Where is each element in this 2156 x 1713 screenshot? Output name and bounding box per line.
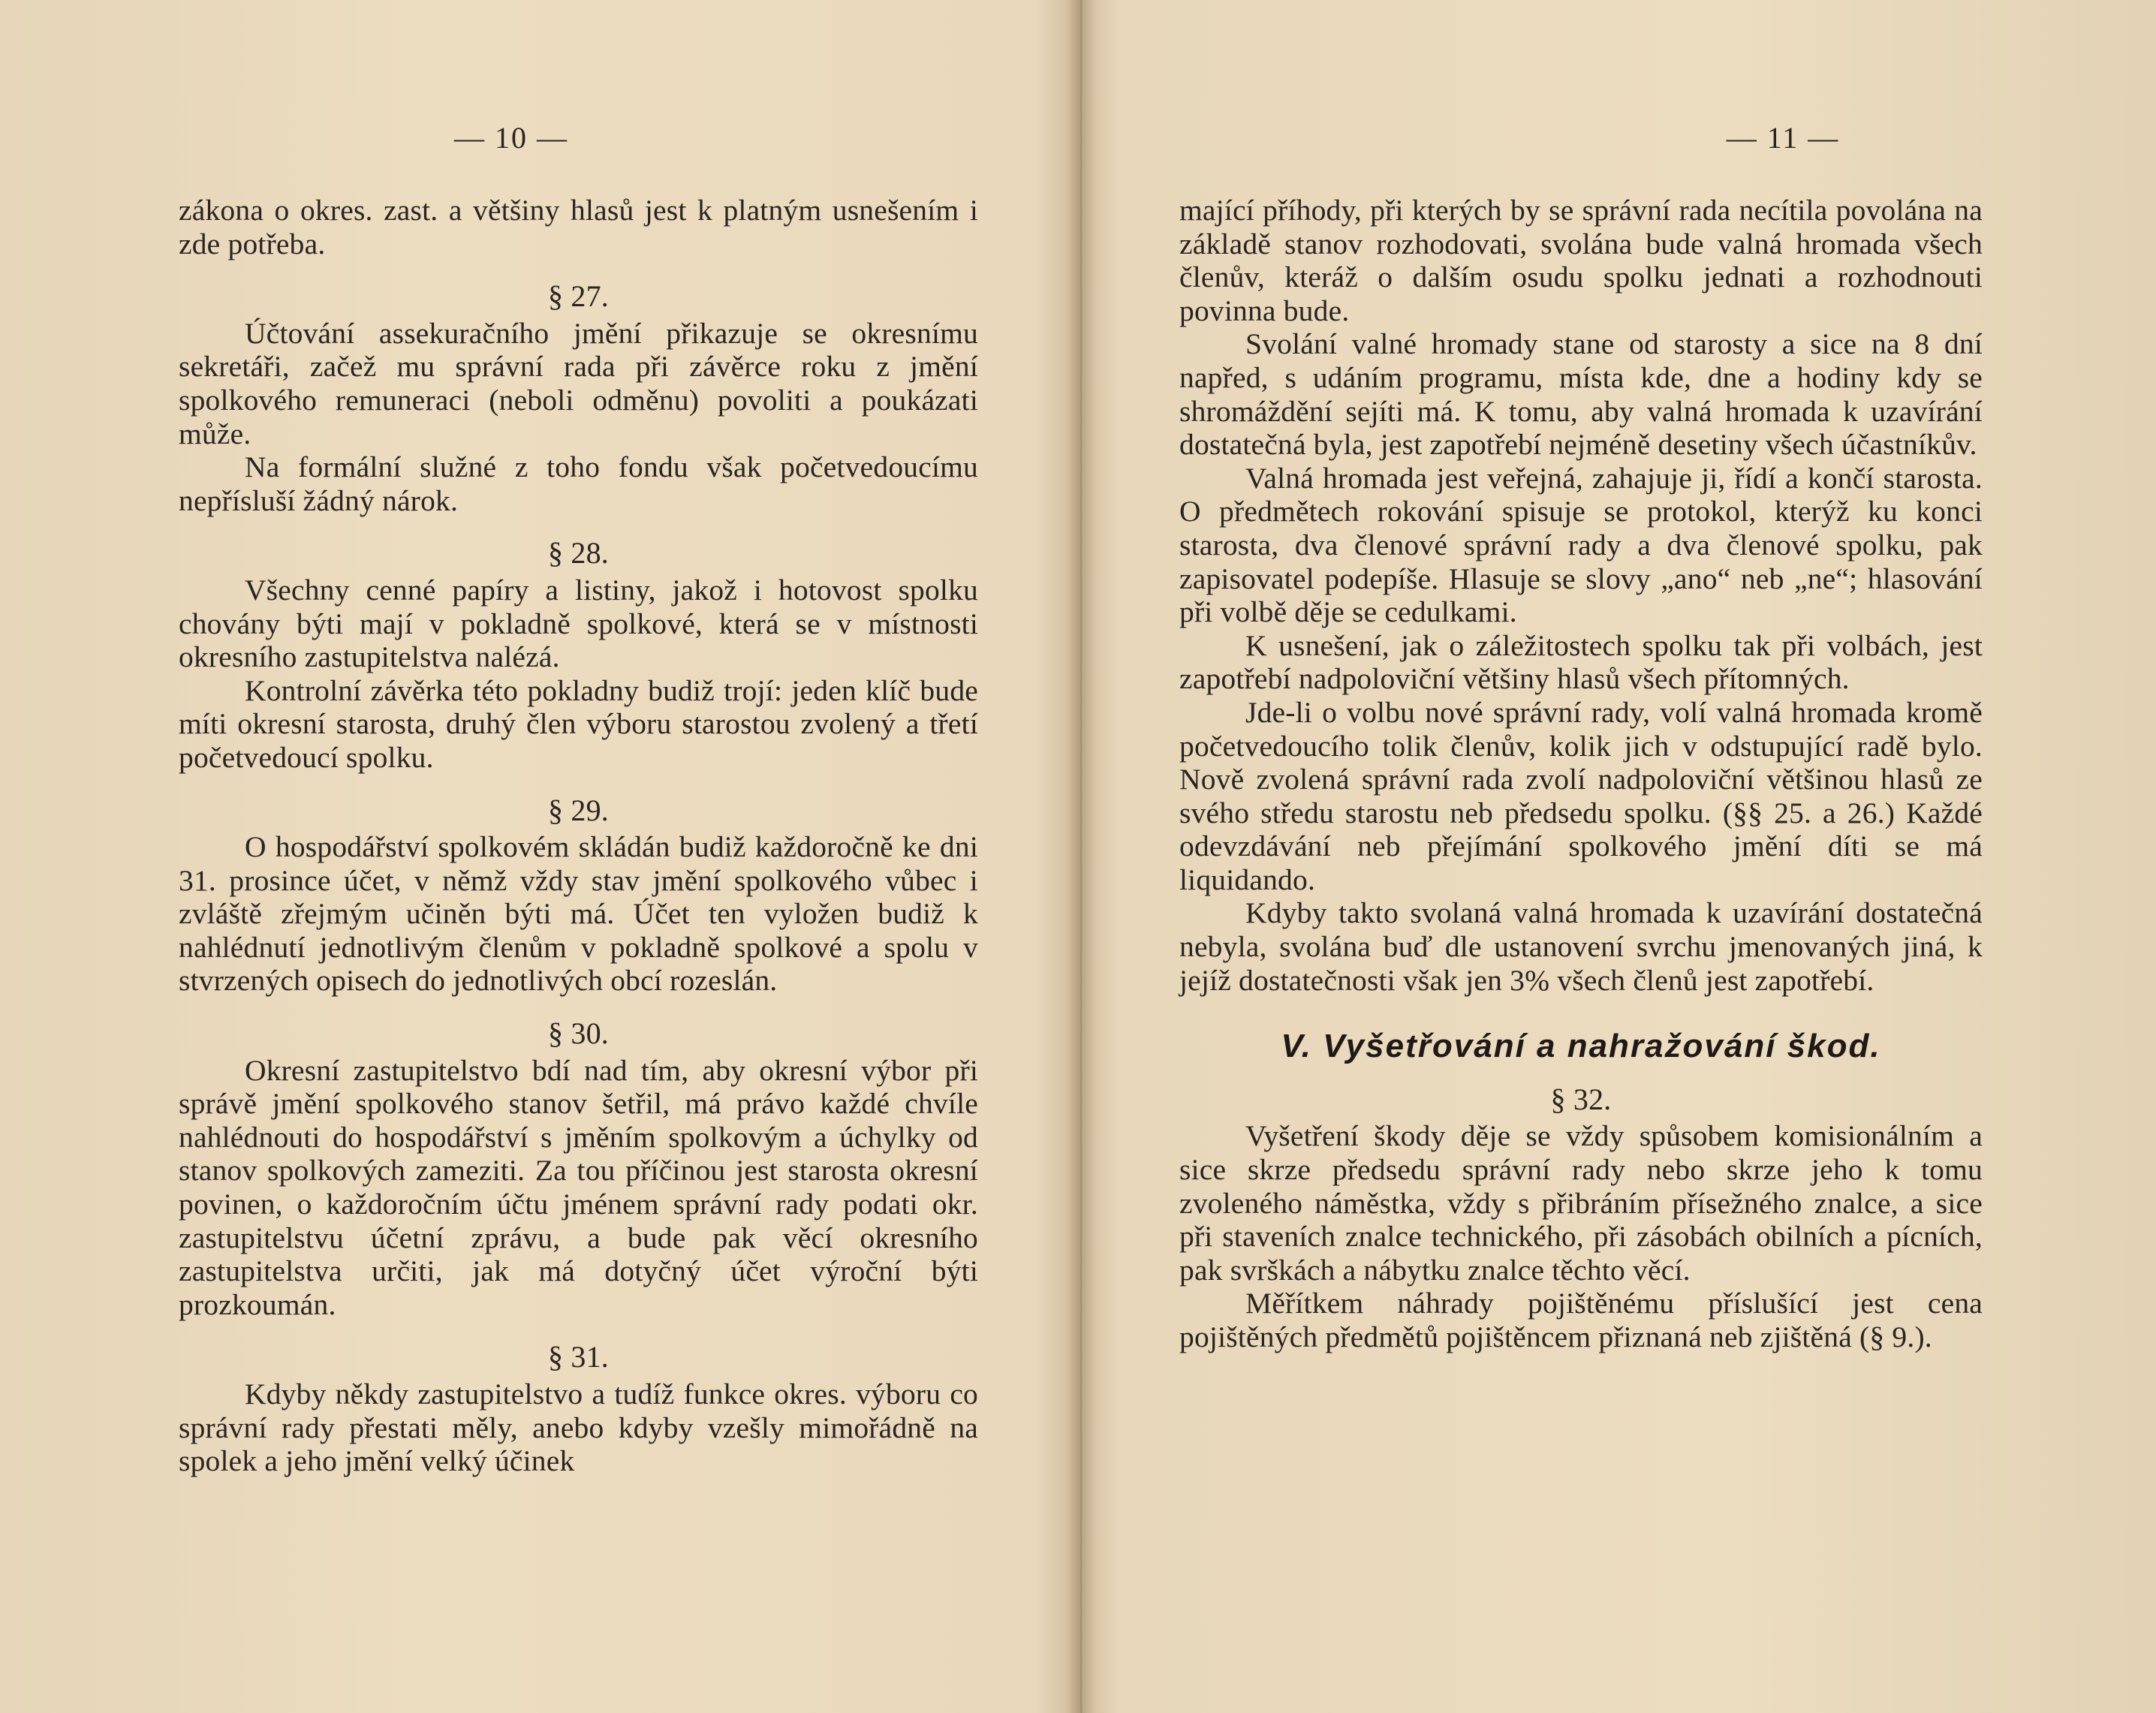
paragraph: Účtování assekuračního jmění přikazuje se okresnímu sekretáři, začež mu správní rada při závěrce roku z jmění spolkového remuneraci (neboli odměnu) povoliti a poukázati může. [179, 316, 978, 450]
left-text-column [179, 194, 978, 1478]
paragraph: Kdyby někdy zastupitelstvo a tudíž funkce okres. výboru co správní rady přestati měly, anebo kdyby vzešly mimořádně na spolek a jeho jmění velký účinek [179, 1377, 978, 1478]
paragraph: Kdyby takto svolaná valná hromada k uzavírání dostatečná nebyla, svolána buď dle ustanovení svrchu jmenovaných jiná, k jejíž dostatečnosti však jen 3% všech členů jest zapotřebí. [1179, 896, 1983, 997]
paragraph: Na formální služné z toho fondu však početvedoucímu nepřísluší žádný nárok. [179, 450, 978, 517]
paragraph: O hospodářství spolkovém skládán budiž každoročně ke dni 31. prosince účet, v němž vždy stav jmění spolkového vůbec i zvláště zřejmým učiněn býti má. Účet ten vyložen budiž k nahlédnutí jednotlivým členům v pokladně spolkové a spolu v stvrzených opisech do jednotlivých obcí rozeslán. [179, 830, 978, 998]
paragraph: Kontrolní závěrka této pokladny budiž trojí: jeden klíč bude míti okresní starosta, druhý člen výboru starostou zvolený a třetí početvedoucí spolku. [179, 673, 978, 774]
page-number-right: — 11 — [1726, 121, 1840, 155]
page-number-left: — 10 — [454, 121, 568, 155]
paragraph: Vyšetření škody děje se vždy spůsobem komisionálním a sice skrze předsedu správní rady nebo skrze jeho k tomu zvoleného náměstka, vždy s přibráním přísežného znalce, a sice při staveních znalce technického, při zásobách obilních a pícních, pak svrškách a nábytku znalce těchto věcí. [1179, 1119, 1983, 1287]
section-heading: § 29. [548, 793, 609, 827]
paragraph: Okresní zastupitelstvo bdí nad tím, aby okresní výbor při správě jmění spolkového stanov šetřil, má právo každé chvíle nahlédnouti do hospodářství s jměním spolkovým a úchylky od stanov spolkových zameziti. Za tou příčinou jest starosta okresní povinen, o každoročním účtu jménem správní rady podati okr. zastupitelstvu účetní zprávu, a bude pak věcí okresního zastupitelstva určiti, jak má dotyčný účet výroční býti prozkoumán. [179, 1053, 978, 1321]
section-heading: § 28. [548, 536, 609, 570]
paragraph: Valná hromada jest veřejná, zahajuje ji, řídí a končí starosta. O předmětech rokování spisuje se protokol, kterýž ku konci starosta, dva členové správní rady a dva členové spolku, pak zapisovatel podepíše. Hlasuje se slovy „ano“ neb „ne“; hlasování při volbě děje se cedulkami. [1179, 461, 1983, 629]
paragraph: mající příhody, při kterých by se správní rada necítila povolána na základě stanov rozhodovati, svolána bude valná hromada všech členův, kteráž o dalším osudu spolku jednati a rozhodnouti povinna bude. [1179, 194, 1983, 327]
paragraph: K usnešení, jak o záležitostech spolku tak při volbách, jest zapotřebí nadpoloviční většiny hlasů všech přítomných. [1179, 628, 1983, 696]
paragraph: Všechny cenné papíry a listiny, jakož i hotovost spolku chovány býti mají v pokladně spolkové, která se v místnosti okresního zastupitelstva nalézá. [179, 573, 978, 674]
section-heading: § 27. [548, 279, 609, 314]
section-heading: § 31. [548, 1340, 609, 1374]
section-heading: § 32. [1550, 1082, 1612, 1116]
paragraph: Svolání valné hromady stane od starosty a sice na 8 dní napřed, s udáním programu, místa kde, dne a hodiny kdy se shromáždění sejíti má. K tomu, aby valná hromada k uzavírání dostatečná byla, jest zapotřebí nejméně desetiny všech účastníkův. [1179, 327, 1983, 462]
section-heading: § 30. [548, 1016, 609, 1051]
paragraph: zákona o okres. zast. a většiny hlasů jest k platným usnešením i zde potřeba. [179, 194, 978, 260]
left-page [0, 0, 1076, 1713]
paragraph: Měřítkem náhrady pojištěnému příslušící jest cena pojištěných předmětů pojištěncem přiznaná neb zjištěná (§ 9.). [1179, 1287, 1983, 1353]
paragraph: Jde-li o volbu nové správní rady, volí valná hromada kromě početvedoucího tolik členův, kolik jich v odstupující radě bylo. Nově zvolená správní rada zvolí nadpoloviční většinou hlasů ze svého středu starostu neb předsedu spolku. (§§ 25. a 26.) Každé odevzdávání neb přejímání spolkového jmění díti se má liquidando. [1179, 695, 1983, 896]
right-page [1080, 0, 2156, 1713]
chapter-heading: V. Vyšetřování a nahražování škod. [1281, 1028, 1881, 1065]
right-text-column [1179, 194, 1983, 1354]
